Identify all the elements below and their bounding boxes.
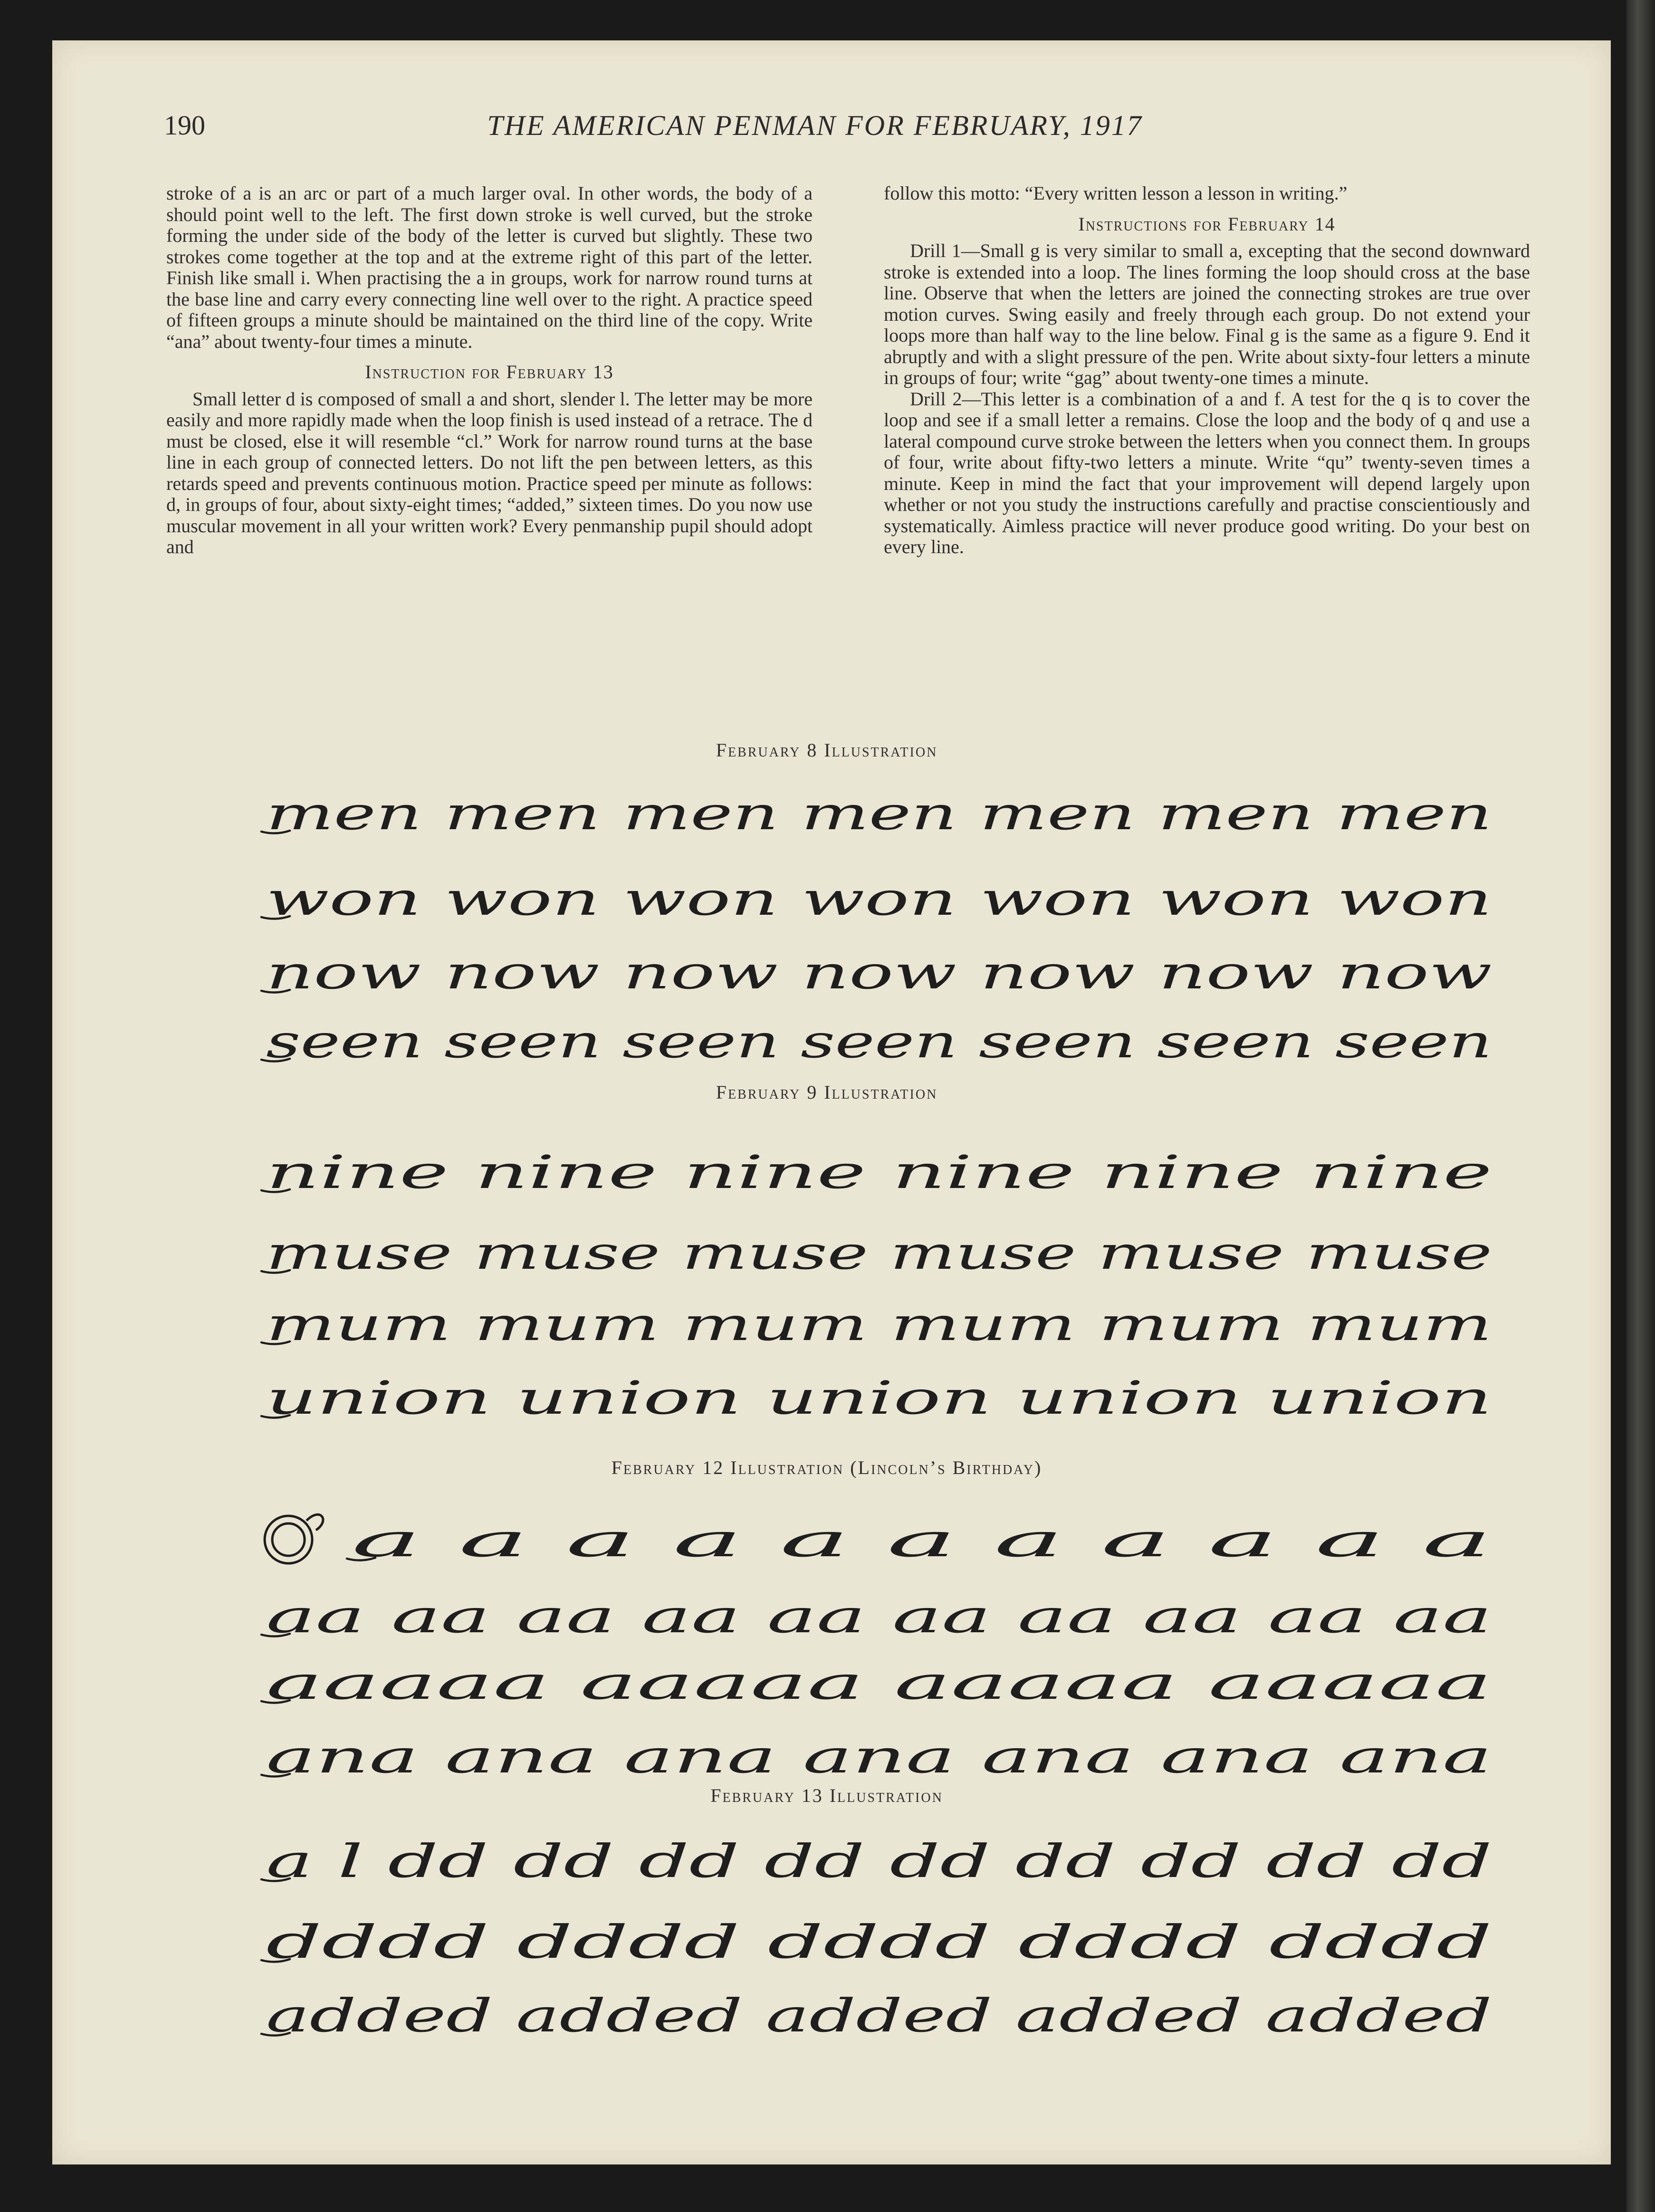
script-text: a l dd dd dd dd dd dd dd dd dd [266, 1835, 1492, 1888]
section-heading: Instructions for February 14 [1078, 213, 1336, 235]
ornate-capital-o-icon [259, 1502, 330, 1573]
script-copy-line [342, 1506, 1511, 1578]
paragraph: Drill 1—Small g is very similar to small a, excepting that the second downward stroke is extended into a loop. The lines forming the loop should cross at the base line. Observe that when the letters are joined the connecting strokes are true over motion curves. Swing easily and freely through each group. Do not extend your loops more than half way to the line below. Final g is the same as a figure 9. End it abruptly and with a slight pressure of the pen. Write about sixty-four letters a minute in groups of four; write “gag” about twenty-one times a minute. [884, 240, 1530, 388]
section-heading: Instruction for February 13 [365, 361, 614, 383]
script-text: aa aa aa aa aa aa aa aa aa aa [266, 1590, 1492, 1643]
illustration-caption: February 12 Illustration (Lincoln’s Birthday) [611, 1457, 1043, 1478]
script-text: men men men men men men men [266, 787, 1492, 840]
paragraph: Drill 2—This letter is a combination of a and f. A test for the q is to cover the loop and see if a small letter a remains. Close the loop and the body of q and use a lateral compound curve stroke between the letters when you connect them. In groups of four, write about fifty-two letters a minute. Write “qu” twenty-seven times a minute. Keep in mind the fact that your improvement will depend largely upon whether or not you study the instructions carefully and practise conscientiously and systematically. Aimless practice will never produce good writing. Do your best on every line. [884, 388, 1530, 557]
script-copy-line [257, 865, 1511, 936]
script-text: nine nine nine nine nine nine [266, 1146, 1492, 1199]
script-text: mum mum mum mum mum mum [266, 1298, 1492, 1351]
script-text: aaaaa aaaaa aaaaa aaaaa [266, 1657, 1492, 1710]
right-column [884, 183, 1530, 558]
paragraph: stroke of a is an arc or part of a much larger oval. In other words, the body of a should point well to the left. The first down stroke is well curved, but the stroke forming the under side of the body of the letter is curved but slightly. These two strokes come together at the top and at the extreme right of this part of the letter. Finish like small i. When practising the a in groups, work for narrow round turns at the base line and carry every connecting line well over to the right. A practice speed of fifteen groups a minute should be maintained on the third line of the copy. Write “ana” about twenty-four times a minute. [166, 182, 813, 352]
script-text: dddd dddd dddd dddd dddd [266, 1915, 1492, 1969]
script-copy-line [257, 1582, 1511, 1654]
script-text: a a a a a a a a a a a [352, 1514, 1492, 1567]
left-column [166, 183, 813, 558]
script-text: seen seen seen seen seen seen seen [266, 1015, 1492, 1068]
script-copy-line [257, 1007, 1511, 1079]
script-copy-line [257, 1982, 1511, 2053]
script-copy-line [257, 1219, 1511, 1290]
script-copy-line [257, 1723, 1511, 1794]
script-copy-line [257, 1908, 1511, 1979]
paragraph: follow this motto: “Every written lesson a lesson in writing.” [884, 182, 1348, 204]
script-copy-line [257, 938, 1511, 1010]
script-text: muse muse muse muse muse muse [266, 1226, 1492, 1280]
running-title: THE AMERICAN PENMAN FOR FEBRUARY, 1917 [487, 110, 1143, 141]
script-copy-line [257, 1649, 1511, 1720]
page-header [164, 109, 1466, 166]
script-copy-line [257, 1138, 1511, 1209]
script-text: won won won won won won won [266, 872, 1492, 926]
script-text: added added added added added [266, 1989, 1492, 2042]
script-copy-line [257, 1827, 1511, 1898]
illustration-caption: February 8 Illustration [716, 739, 938, 761]
illustration-caption: February 13 Illustration [710, 1785, 943, 1806]
illustration-caption: February 9 Illustration [716, 1082, 938, 1103]
script-text: union union union union union [266, 1371, 1492, 1425]
book-spine [1626, 0, 1655, 2212]
script-text: ana ana ana ana ana ana ana [266, 1730, 1492, 1783]
script-text: now now now now now now now [266, 946, 1492, 999]
paragraph: Small letter d is composed of small a and short, slender l. The letter may be more easily and more rapidly made when the loop finish is used instead of a retrace. The d must be closed, else it will resemble “cl.” Work for narrow round turns at the base line in each group of connected letters. Do not lift the pen between letters, as this retards speed and prevents continuous motion. Practice speed per minute as follows: d, in groups of four, about sixty-eight times; “added,” sixteen times. Do you now use muscular movement in all your written work? Every penmanship pupil should adopt and [166, 388, 813, 557]
script-copy-line [257, 1290, 1511, 1361]
script-copy-line [257, 1364, 1511, 1435]
page-number: 190 [164, 110, 205, 141]
script-copy-line [257, 779, 1511, 851]
